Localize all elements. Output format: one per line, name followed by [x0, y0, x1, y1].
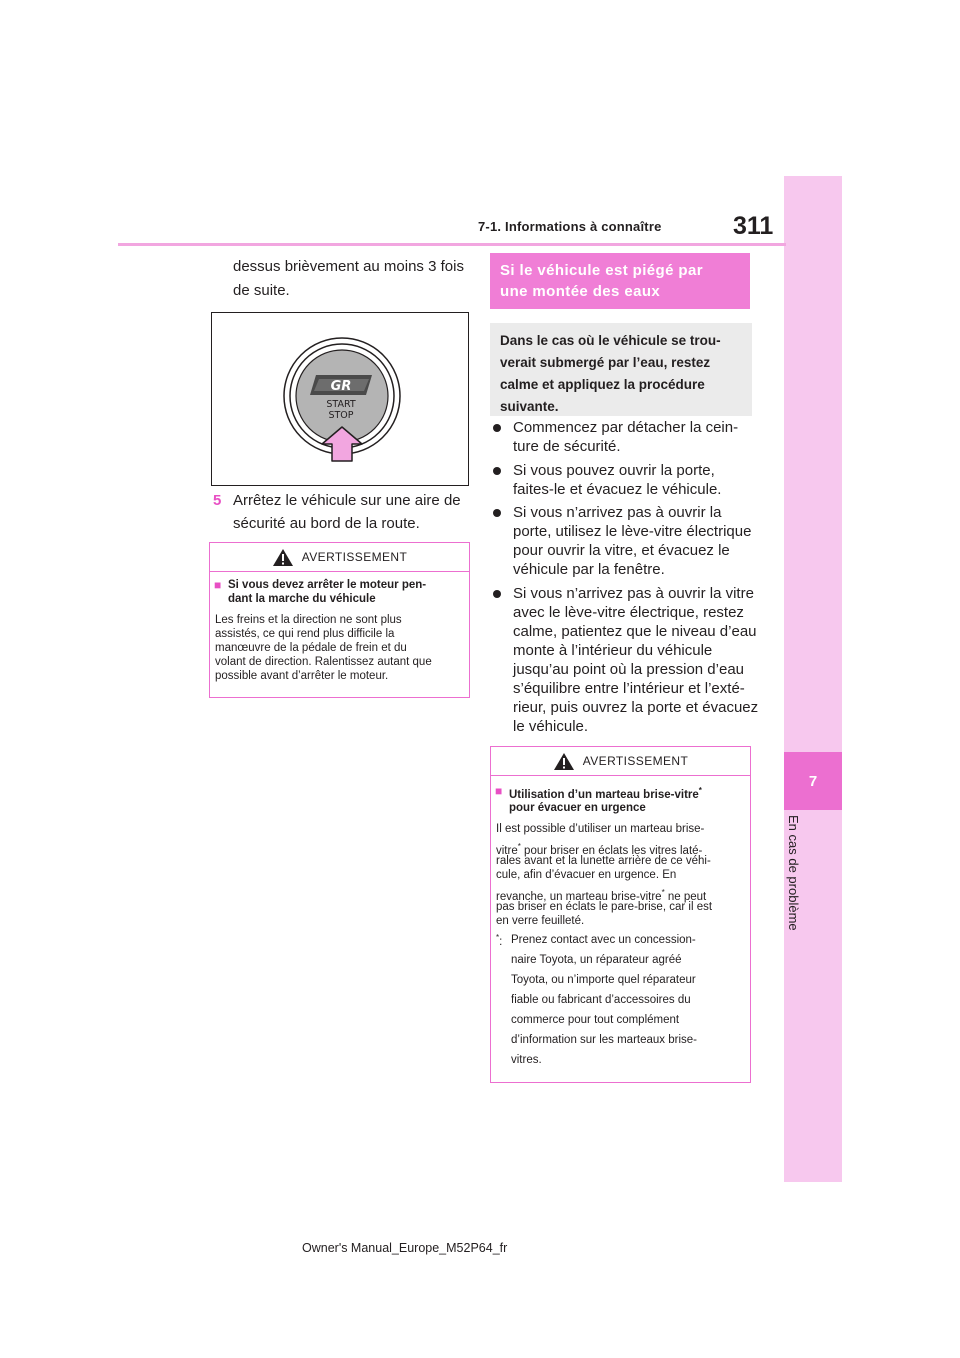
bullet-line: faites-le et évacuez le véhicule. — [513, 481, 722, 498]
heading-line-1: Si le véhicule est piégé par — [500, 262, 703, 279]
footnote-line: commerce pour tout complément — [511, 1014, 680, 1026]
bullet-dot-icon — [493, 467, 501, 475]
svg-text:GR: GR — [330, 379, 352, 394]
bullet-line: rieur, puis ouvrez la porte et évacuez — [513, 699, 759, 716]
list-item — [493, 418, 763, 458]
bullet-dot-icon — [493, 509, 501, 517]
intro-line-1: dessus brièvement au moins 3 fois — [233, 258, 464, 275]
warning-title-line-2: dant la marche du véhicule — [228, 593, 376, 605]
bullet-line: Si vous pouvez ouvrir la porte, — [513, 462, 715, 479]
bullet-line: Commencez par détacher la cein- — [513, 419, 739, 436]
warning-body-line: rales avant et la lunette arrière de ce véhi- — [496, 855, 711, 867]
warning-box-window-hammer — [490, 746, 751, 1083]
warning-heading: AVERTISSEMENT — [301, 550, 408, 564]
intro-line-2: de suite. — [233, 282, 290, 299]
bullet-line: jusqu’au point où la pression d’eau — [513, 661, 744, 678]
intro-line: verait submergé par l’eau, restez — [500, 355, 711, 370]
warning-triangle-icon — [553, 752, 575, 771]
step-number: 5 — [213, 492, 222, 509]
warning-body-line: en verre feuilleté. — [496, 915, 585, 927]
footnote-line: naire Toyota, un réparateur agréé — [511, 954, 682, 966]
warning-header — [491, 747, 750, 776]
bullet-line: ture de sécurité. — [513, 438, 621, 455]
intro-line: Dans le cas où le véhicule se trou- — [500, 333, 721, 348]
section-title: 7-1. Informations à connaître — [478, 219, 662, 234]
warning-body-line: possible avant d’arrêter le moteur. — [215, 670, 389, 682]
section-heading-flood — [490, 253, 750, 309]
list-item — [493, 503, 763, 581]
warning-body-line: assistés, ce qui rend plus difficile la — [215, 628, 395, 640]
footnote-line: d’information sur les marteaux brise- — [511, 1034, 697, 1046]
warning-body-line: Il est possible d’utiliser un marteau brise- — [496, 823, 705, 835]
flood-intro-box — [490, 323, 752, 416]
header-rule — [118, 243, 786, 246]
warning-body-line: cule, afin d’évacuer en urgence. En — [496, 869, 677, 881]
step-5-text-2: sécurité au bord de la route. — [233, 515, 420, 532]
warning-title-line-2: pour évacuer en urgence — [509, 802, 646, 814]
step-5-text-1: Arrêtez le véhicule sur une aire de — [233, 492, 461, 509]
intro-line: calme et appliquez la procédure — [500, 377, 705, 392]
warning-body-line: manœuvre de la pédale de frein et du — [215, 642, 407, 654]
list-item — [493, 584, 768, 739]
footnote-line: fiable ou fabricant d’accessoires du — [511, 994, 691, 1006]
footer-manual-id: Owner's Manual_Europe_M52P64_fr — [302, 1241, 508, 1255]
warning-title-line-1: Utilisation d’un marteau brise-vitre* — [509, 786, 702, 801]
bullet-line: Si vous n’arrivez pas à ouvrir la — [513, 504, 722, 521]
svg-text:START: START — [326, 399, 356, 410]
start-stop-figure — [211, 312, 469, 486]
warning-body-line: volant de direction. Ralentissez autant que — [215, 656, 432, 668]
warning-body-line: vitre* pour briser en éclats les vitres laté- — [496, 842, 703, 857]
bullet-line: porte, utilisez le lève-vitre électrique — [513, 523, 752, 540]
square-bullet-icon: ■ — [495, 784, 503, 798]
warning-box-engine-stop — [209, 542, 470, 698]
warning-triangle-icon — [272, 548, 294, 567]
footnote-marker: *: — [496, 933, 503, 948]
warning-heading: AVERTISSEMENT — [582, 754, 689, 768]
chapter-number-tab[interactable]: 7 — [784, 752, 842, 810]
start-stop-button-illustration — [212, 313, 468, 485]
warning-body-line: revanche, un marteau brise-vitre* ne peut — [496, 888, 707, 903]
footnote-line: Prenez contact avec un concession- — [511, 934, 696, 946]
warning-header — [210, 543, 469, 572]
footnote-line: Toyota, ou n’importe quel réparateur — [511, 974, 696, 986]
warning-body-line: pas briser en éclats le pare-brise, car il est — [496, 901, 713, 913]
bullet-line: pour ouvrir la vitre, et évacuez le — [513, 542, 730, 559]
bullet-dot-icon — [493, 424, 501, 432]
page-number: 311 — [733, 212, 774, 240]
bullet-line: calme, patientez que le niveau d’eau — [513, 623, 757, 640]
svg-text:STOP: STOP — [328, 410, 354, 421]
warning-title-line-1: Si vous devez arrêter le moteur pen- — [228, 579, 427, 591]
bullet-line: s’équilibre entre l’intérieur et l’exté- — [513, 680, 745, 697]
bullet-dot-icon — [493, 590, 501, 598]
chapter-side-tab — [784, 176, 842, 1182]
bullet-line: monte à l’intérieur du véhicule — [513, 642, 713, 659]
intro-line: suivante. — [500, 399, 559, 414]
square-bullet-icon: ■ — [214, 578, 222, 592]
bullet-line: le véhicule. — [513, 718, 589, 735]
heading-line-2: une montée des eaux — [500, 283, 661, 300]
list-item — [493, 461, 763, 501]
chapter-title-vertical: En cas de problème — [786, 815, 801, 931]
bullet-line: avec le lève-vitre électrique, restez — [513, 604, 744, 621]
bullet-line: Si vous n’arrivez pas à ouvrir la vitre — [513, 585, 754, 602]
warning-body-line: Les freins et la direction ne sont plus — [215, 614, 402, 626]
bullet-line: véhicule par la fenêtre. — [513, 561, 665, 578]
step-5-line-1 — [213, 489, 221, 512]
footnote-line: vitres. — [511, 1054, 542, 1066]
